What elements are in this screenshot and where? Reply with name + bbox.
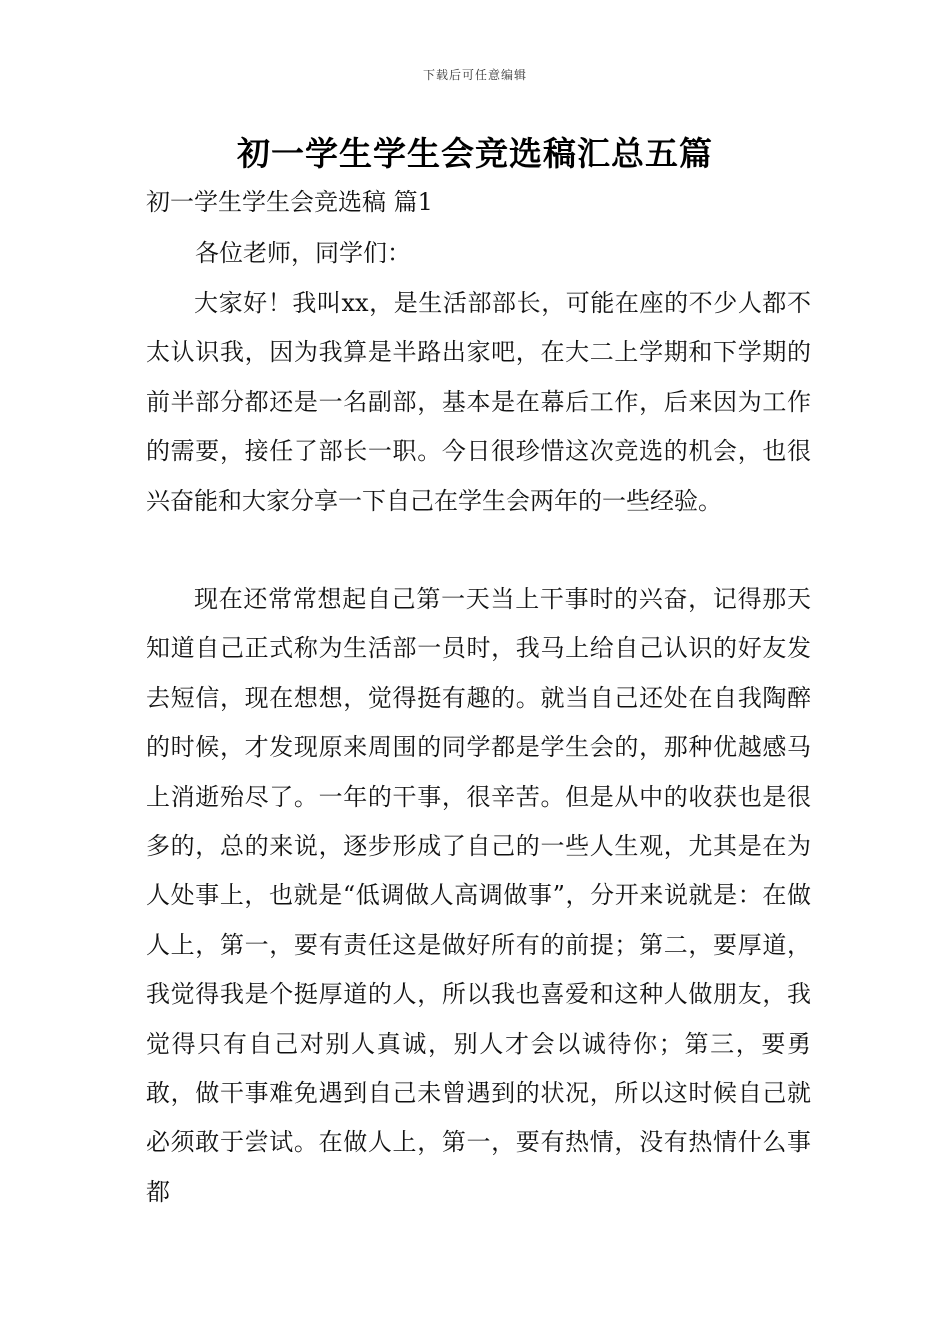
section-heading: 初一学生学生会竞选稿 篇1 (146, 188, 433, 216)
body-paragraph: 大家好！我叫xx，是生活部部长，可能在座的不少人都不太认识我，因为我算是半路出家吧，在大二上学期和下学期的前半部分都还是一名副部，基本是在幕后工作，后来因为工作的需要，接任了部长一职。今日很珍惜这次竞选的机会，也很兴奋能和大家分享一下自己在学生会两年的一些经验。 (146, 289, 811, 515)
salutation: 各位老师，同学们： (195, 239, 411, 267)
body-paragraph: 现在还常常想起自己第一天当上干事时的兴奋，记得那天知道自己正式称为生活部一员时，我马上给自己认识的好友发去短信，现在想想，觉得挺有趣的。就当自己还处在自我陶醉的时候，才发现原来周围的同学都是学生会的，那种优越感马上消逝殆尽了。一年的干事，很辛苦。但是从中的收获也是很多的，总的来说，逐步形成了自己的一些人生观，尤其是在为人处事上，也就是“低调做人高调做事”，分开来说就是：在做人上，第一，要有责任这是做好所有的前提；第二，要厚道，我觉得我是个挺厚道的人，所以我也喜爱和这种人做朋友，我觉得只有自己对别人真诚，别人才会以诚待你；第三，要勇敢，做干事难免遇到自己未曾遇到的状况，所以这时候自己就必须敢于尝试。在做人上，第一，要有热情，没有热情什么事都 (146, 585, 811, 1206)
document-title: 初一学生学生会竞选稿汇总五篇 (237, 134, 713, 173)
header-note: 下载后可任意编辑 (422, 68, 527, 82)
